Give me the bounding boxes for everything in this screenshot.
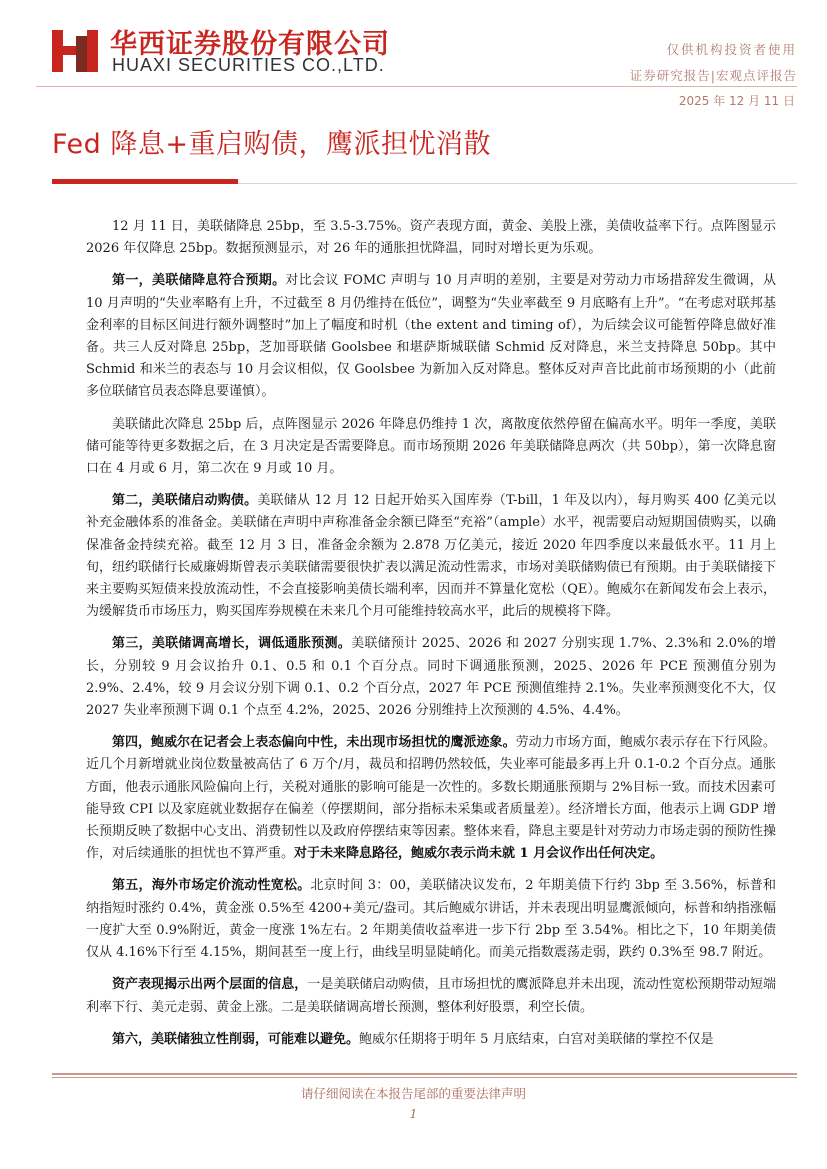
footer-divider-thin [52,1077,797,1078]
paragraph-lead: 第六，美联储独立性削弱，可能难以避免。 [112,1031,360,1047]
paragraph-tail: 对于未来降息路径，鲍威尔表示尚未就 1 月会议作出任何决定。 [294,846,664,862]
company-name-cn: 华西证券股份有限公司 [110,29,390,60]
title-accent-bar [52,179,238,184]
paragraph-asset-summary: 资产表现揭示出两个层面的信息，一是美联储启动购债，且市场担忧的鹰派降息并未出现，流动性宽松预期带动短端利率下行、美元走弱、黄金上涨。二是美联储调高增长预测，整体利好股票，利空长债。 [86,977,776,1015]
paragraph-point-5: 第五，海外市场定价流动性宽松。北京时间 3：00，美联储决议发布，2 年期美债下行约 3bp 至 3.56%，标普和纳指短时涨约 0.4%，黄金涨 0.5%至 4200+美元/盎司。其后鲍威尔讲话，并未表现出明显鹰派倾向，标普和纳指涨幅一度扩大至 0.9%附近，黄金一度涨 1%左右。2 年期美债收益率进一步下行 2bp 至 3.54%。相比之下，10 年期美债仅从 4.16%下行至 4.15%，期间甚至一度上行，曲线呈明显陡峭化。而美元指数震荡走弱，跌约 0.3%至 98.7 附近。 [86,878,776,961]
paragraph-lead: 资产表现揭示出两个层面的信息， [112,977,308,993]
paragraph-dot-plot: 美联储此次降息 25bp 后，点阵图显示 2026 年降息仍维持 1 次，离散度依然停留在偏高水平。明年一季度，美联储可能等待更多数据之后，在 3 月决定是否需要降息。而市场预期 2026 年美联储降息两次（共 50bp），第一次降息窗口在 4 月或 6 月，第二次在 9 月或 10 月。 [86,416,776,477]
company-name-en: HUAXI SECURITIES CO.,LTD. [112,55,385,75]
report-body [86,216,776,1061]
title-divider [238,183,797,184]
page-number: 1 [409,1107,418,1121]
paragraph-lead: 第三，美联储调高增长，调低通胀预测。 [112,636,352,652]
paragraph-lead: 第二，美联储启动购债。 [112,493,258,509]
report-title: Fed 降息+重启购债，鹰派担忧消散 [52,129,492,160]
paragraph-point-2: 第二，美联储启动购债。美联储从 12 月 12 日起开始买入国库券（T-bill，1 年及以内），每月购买 400 亿美元以补充金融体系的准备金。美联储在声明中声称准备金余额已降至“充裕”（ample）水平，视需要启动短期国债购买，以确保准备金持续充裕。截至 12 月 3 日，准备金余额为 2.878 万亿美元，接近 2020 年四季度以来最低水平。11 月上旬，纽约联储行长威廉姆斯曾表示美联储需要很快扩表以满足流动性需求，市场对美联储购债已有预期。由于美联储接下来主要购买短债来投放流动性，不会直接影响美债长端利率，因而并不算量化宽松（QE）。鲍威尔在新闻发布会上表示，为缓解货币市场压力，购买国库券规模在未来几个月可能维持较高水平，此后的规模将下降。 [86,493,776,620]
paragraph-intro: 12 月 11 日，美联储降息 25bp，至 3.5-3.75%。资产表现方面，黄金、美股上涨，美债收益率下行。点阵图显示 2026 年仅降息 25bp。数据预测显示，对 26 年的通胀担忧降温，同时对增长更为乐观。 [86,219,776,257]
report-date: 2025 年 12 月 11 日 [678,94,795,108]
paragraph-point-3: 第三，美联储调高增长，调低通胀预测。美联储预计 2025、2026 和 2027 分别实现 1.7%、2.3%和 2.0%的增长，分别较 9 月会议抬升 0.1、0.5 和 0.1 个百分点。同时下调通胀预测，2025、2026 年 PCE 预测值分别为 2.9%、2.4%，较 9 月会议分别下调 0.1、0.2 个百分点，2027 年 PCE 预测值维持 2.1%。失业率预测变化不大，仅 2027 失业率预测下调 0.1 个点至 4.2%，2025、2026 分别维持上次预测的 4.5%、4.4%。 [86,636,776,719]
investor-note: 仅供机构投资者使用 [666,42,797,57]
paragraph-lead: 第五，海外市场定价流动性宽松。 [112,878,311,894]
paragraph-point-6: 第六，美联储独立性削弱，可能难以避免。鲍威尔任期将于明年 5 月底结束，白宫对美联储的掌控不仅是 [112,1031,714,1047]
paragraph-lead: 第四，鲍威尔在记者会上表态偏向中性，未出现市场担忧的鹰派迹象。 [112,735,516,751]
paragraph-lead: 第一，美联储降息符合预期。 [112,273,286,289]
report-type: 证券研究报告|宏观点评报告 [629,68,797,83]
legal-disclaimer-note: 请仔细阅读在本报告尾部的重要法律声明 [300,1086,526,1101]
paragraph-point-4: 第四，鲍威尔在记者会上表态偏向中性，未出现市场担忧的鹰派迹象。劳动力市场方面，鲍威尔表示存在下行风险。近几个月新增就业岗位数量被高估了 6 万个/月，裁员和招聘仍然较低，失业率可能最多再上升 0.1-0.2 个百分点。通胀方面，他表示通胀风险偏向上行，关税对通胀的影响可能是一次性的。多数长期通胀预期与 2%目标一致。而技术因素可能导致 CPI 以及家庭就业数据存在偏差（停摆期间，部分指标未采集或者质量差）。经济增长方面，他表示上调 GDP 增长预期反映了数据中心支出、消费韧性以及政府停摆结束等因素。整体来看，降息主要是针对劳动力市场走弱的预防性操作，对后续通胀的担忧也不算严重。对于未来降息路径，鲍威尔表示尚未就 1 月会议作出任何决定。 [86,735,776,862]
huaxi-logo-icon [52,28,98,74]
paragraph-point-1: 第一，美联储降息符合预期。对比会议 FOMC 声明与 10 月声明的差别，主要是对劳动力市场措辞发生微调，从 10 月声明的“失业率略有上升，不过截至 8 月仍维持在低位”，调整为“失业率截至 9 月底略有上升”。“在考虑对联邦基金利率的目标区间进行额外调整时”加上了幅度和时机（the extent and timing of），为后续会议可能暂停降息做好准备。共三人反对降息 25bp，芝加哥联储 Goolsbee 和堪萨斯城联储 Schmid 反对降息，米兰支持降息 50bp。其中 Schmid 和米兰的表态与 10 月会议相似，仅 Goolsbee 为新加入反对降息。整体反对声音比此前市场预期的小（此前多位联储官员表态降息要谨慎）。 [86,273,776,400]
header-divider [36,86,797,87]
footer-divider [52,1073,797,1075]
